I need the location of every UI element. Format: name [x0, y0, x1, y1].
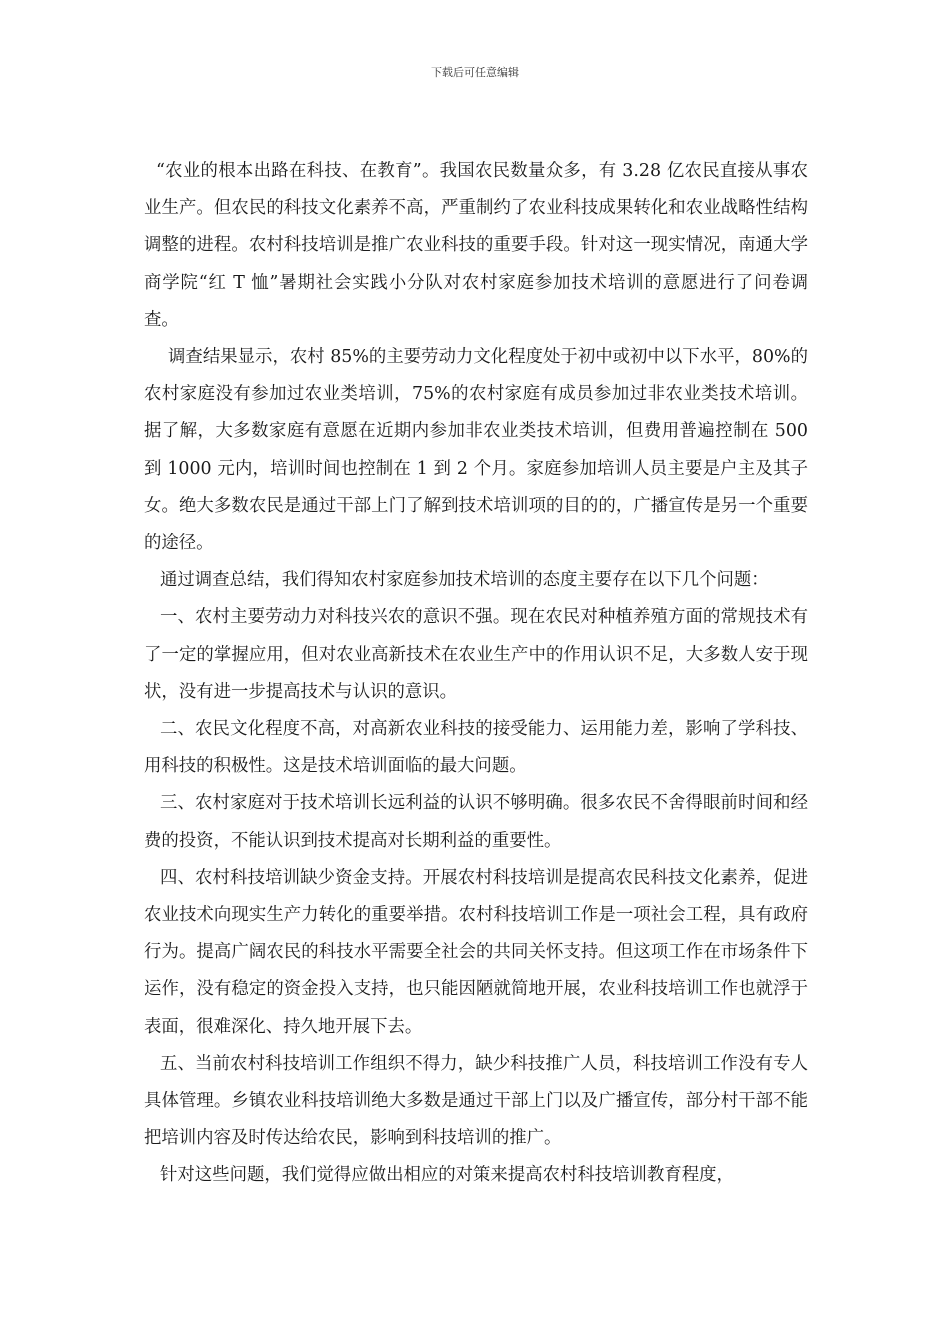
paragraph-conclusion: 针对这些问题，我们觉得应做出相应的对策来提高农村科技培训教育程度， — [160, 1165, 734, 1186]
document-body — [144, 153, 808, 1195]
paragraph-intro: “农业的根本出路在科技、在教育”。我国农民数量众多，有 3.28 亿农民直接从事农业生产。但农民的科技文化素养不高，严重制约了农业科技成果转化和农业战略性结构调整的进程。农村科技培训是推广农业科技的重要手段。针对这一现实情况，南通大学商学院“红 T 恤”暑期社会实践小分队对农村家庭参加技术培训的意愿进行了问卷调查。 — [144, 161, 808, 330]
paragraph-summary: 通过调查总结，我们得知农村家庭参加技术培训的态度主要存在以下几个问题： — [160, 570, 769, 591]
page-header: 下载后可任意编辑 — [431, 66, 519, 79]
paragraph-problem-5: 五、当前农村科技培训工作组织不得力，缺少科技推广人员，科技培训工作没有专人具体管理。乡镇农业科技培训绝大多数是通过干部上门以及广播宣传，部分村干部不能把培训内容及时传达给农民，影响到科技培训的推广。 — [144, 1053, 808, 1149]
paragraph-problem-3: 三、农村家庭对于技术培训长远利益的认识不够明确。很多农民不舍得眼前时间和经费的投资，不能认识到技术提高对长期利益的重要性。 — [144, 793, 808, 851]
paragraph-problem-4: 四、农村科技培训缺少资金支持。开展农村科技培训是提高农民科技文化素养，促进农业技术向现实生产力转化的重要举措。农村科技培训工作是一项社会工程，具有政府行为。提高广阔农民的科技水平需要全社会的共同关怀支持。但这项工作在市场条件下运作，没有稳定的资金投入支持，也只能因陋就简地开展，农业科技培训工作也就浮于表面，很难深化、持久地开展下去。 — [144, 867, 808, 1037]
paragraph-problem-1: 一、农村主要劳动力对科技兴农的意识不强。现在农民对种植养殖方面的常规技术有了一定的掌握应用，但对农业高新技术在农业生产中的作用认识不足，大多数人安于现状，没有进一步提高技术与认识的意识。 — [144, 607, 808, 702]
paragraph-survey-results: 调查结果显示，农村 85%的主要劳动力文化程度处于初中或初中以下水平，80%的农村家庭没有参加过农业类培训，75%的农村家庭有成员参加过非农业类技术培训。据了解，大多数家庭有意愿在近期内参加非农业类技术培训，但费用普遍控制在 500 到 1000 元内，培训时间也控制在 1 到 2 个月。家庭参加培训人员主要是户主及其子女。绝大多数农民是通过干部上门了解到技术培训项的目的的，广播宣传是另一个重要的途径。 — [144, 347, 808, 554]
paragraph-problem-2: 二、农民文化程度不高，对高新农业科技的接受能力、运用能力差，影响了学科技、用科技的积极性。这是技术培训面临的最大问题。 — [144, 719, 808, 777]
